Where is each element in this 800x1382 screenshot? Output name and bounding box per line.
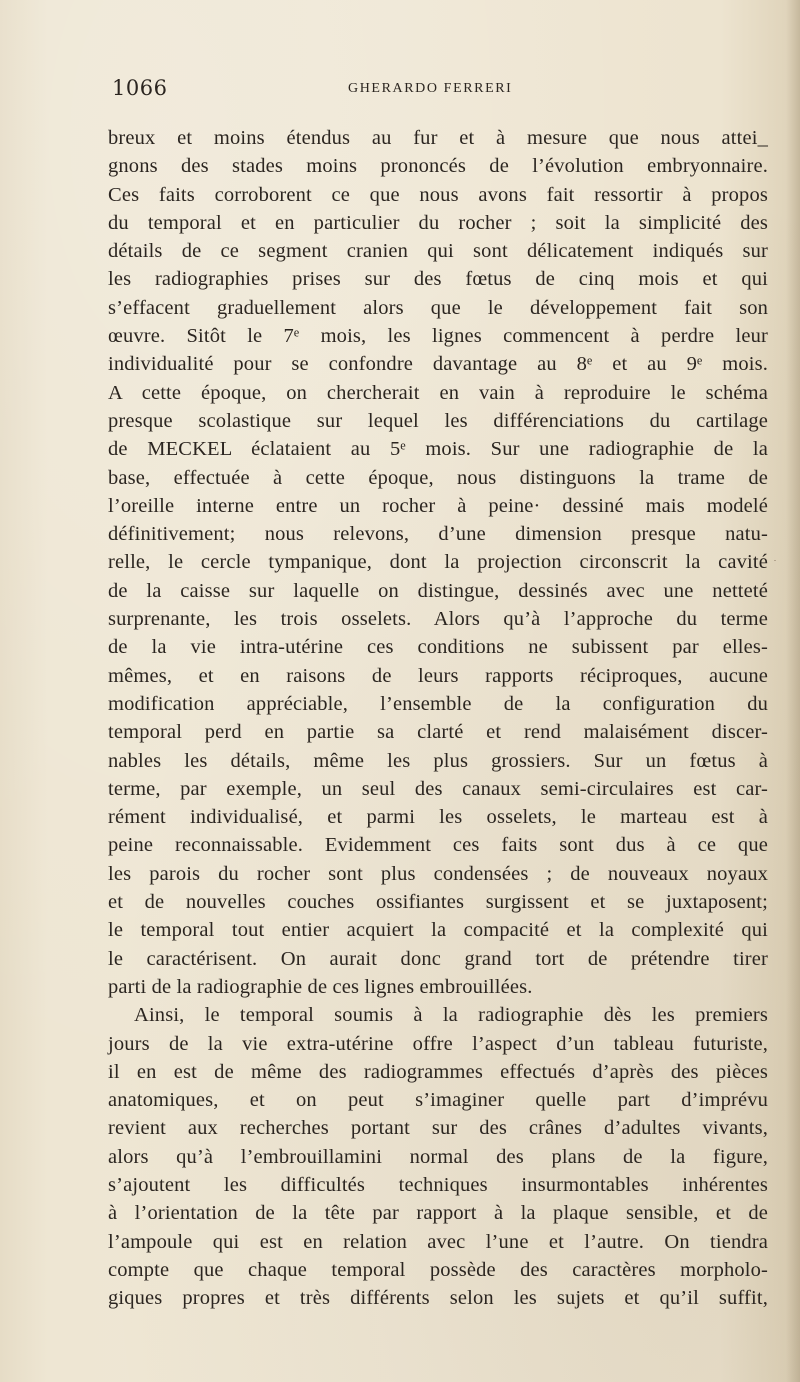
text-line: peine reconnaissable. Evidemment ces faits sont dus à ce que [108, 834, 768, 857]
text-line: de la vie intra-utérine ces conditions ne subissent par elles- [108, 636, 768, 659]
text-line: de la caisse sur laquelle on distingue, dessinés avec une netteté [108, 579, 768, 602]
text-line: s’effacent graduellement alors que le développement fait son [108, 296, 768, 319]
text-line: compte que chaque temporal possède des caractères morpholo- [108, 1258, 768, 1281]
text-line: rément individualisé, et parmi les osselets, le marteau est à [108, 806, 768, 829]
text-line: les radiographies prises sur des fœtus de cinq mois et qui [108, 268, 768, 291]
text-line: terme, par exemple, un seul des canaux semi-circulaires est car- [108, 777, 768, 800]
text-line: nables les détails, même les plus grossiers. Sur un fœtus à [108, 749, 768, 772]
text-line: mêmes, et en raisons de leurs rapports réciproques, aucune [108, 664, 768, 687]
body-text [108, 124, 768, 1312]
text-line: à l’orientation de la tête par rapport à la plaque sensible, et de [108, 1202, 768, 1225]
text-line: giques propres et très différents selon les sujets et qu’il suffit, [108, 1287, 768, 1310]
margin-speck [774, 560, 776, 561]
text-line: base, effectuée à cette époque, nous distinguons la trame de [108, 466, 768, 489]
text-line: anatomiques, et on peut s’imaginer quelle part d’imprévu [108, 1089, 768, 1112]
text-line: œuvre. Sitôt le 7ᵉ mois, les lignes commencent à perdre leur [108, 325, 768, 348]
text-line: individualité pour se confondre davantage au 8ᵉ et au 9ᵉ mois. [108, 353, 768, 376]
text-line: alors qu’à l’embrouillamini normal des plans de la figure, [108, 1145, 768, 1168]
text-line: breux et moins étendus au fur et à mesure que nous attei_ [108, 127, 768, 149]
paragraph-start-line: Ainsi, le temporal soumis à la radiographie dès les premiers [134, 1004, 768, 1027]
text-line: les parois du rocher sont plus condensées ; de nouveaux noyaux [108, 862, 768, 885]
text-line: s’ajoutent les difficultés techniques insurmontables inhérentes [108, 1173, 768, 1196]
page-edge-shadow [786, 0, 800, 1382]
text-line: revient aux recherches portant sur des crânes d’adultes vivants, [108, 1117, 768, 1140]
text-line: gnons des stades moins prononcés de l’évolution embryonnaire. [108, 155, 768, 178]
text-line: Ces faits corroborent ce que nous avons fait ressortir à propos [108, 183, 768, 206]
text-line: détails de ce segment cranien qui sont délicatement indiqués sur [108, 240, 768, 263]
text-line: l’ampoule qui est en relation avec l’une et l’autre. On tiendra [108, 1230, 768, 1253]
text-line: relle, le cercle tympanique, dont la projection circonscrit la cavité [108, 551, 768, 574]
text-line: l’oreille interne entre un rocher à peine· dessiné mais modelé [108, 494, 768, 517]
text-line: il en est de même des radiogrammes effectués d’après des pièces [108, 1060, 768, 1083]
text-line: temporal perd en partie sa clarté et rend malaisément discer- [108, 721, 768, 744]
text-line: jours de la vie extra-utérine offre l’aspect d’un tableau futuriste, [108, 1032, 768, 1055]
text-line: le temporal tout entier acquiert la compacité et la complexité qui [108, 919, 768, 942]
running-head: GHERARDO FERRERI [348, 81, 513, 96]
page-header [112, 76, 768, 108]
text-line: presque scolastique sur lequel les différenciations du cartilage [108, 409, 768, 432]
text-line: le caractérisent. On aurait donc grand tort de prétendre tirer [108, 947, 768, 970]
text-line: modification appréciable, l’ensemble de la configuration du [108, 692, 768, 715]
text-line: du temporal et en particulier du rocher ; soit la simplicité des [108, 211, 768, 234]
text-line: de MECKEL éclataient au 5ᵉ mois. Sur une radiographie de la [108, 438, 768, 461]
text-line: A cette époque, on chercherait en vain à reproduire le schéma [108, 381, 768, 404]
text-line: surprenante, les trois osselets. Alors qu’à l’approche du terme [108, 608, 768, 631]
paragraph-end-line: parti de la radiographie de ces lignes embrouillées. [108, 975, 533, 998]
text-line: et de nouvelles couches ossifiantes surgissent et se juxtaposent; [108, 891, 768, 914]
page-number: 1066 [112, 76, 168, 100]
text-line: définitivement; nous relevons, d’une dimension presque natu- [108, 523, 768, 546]
